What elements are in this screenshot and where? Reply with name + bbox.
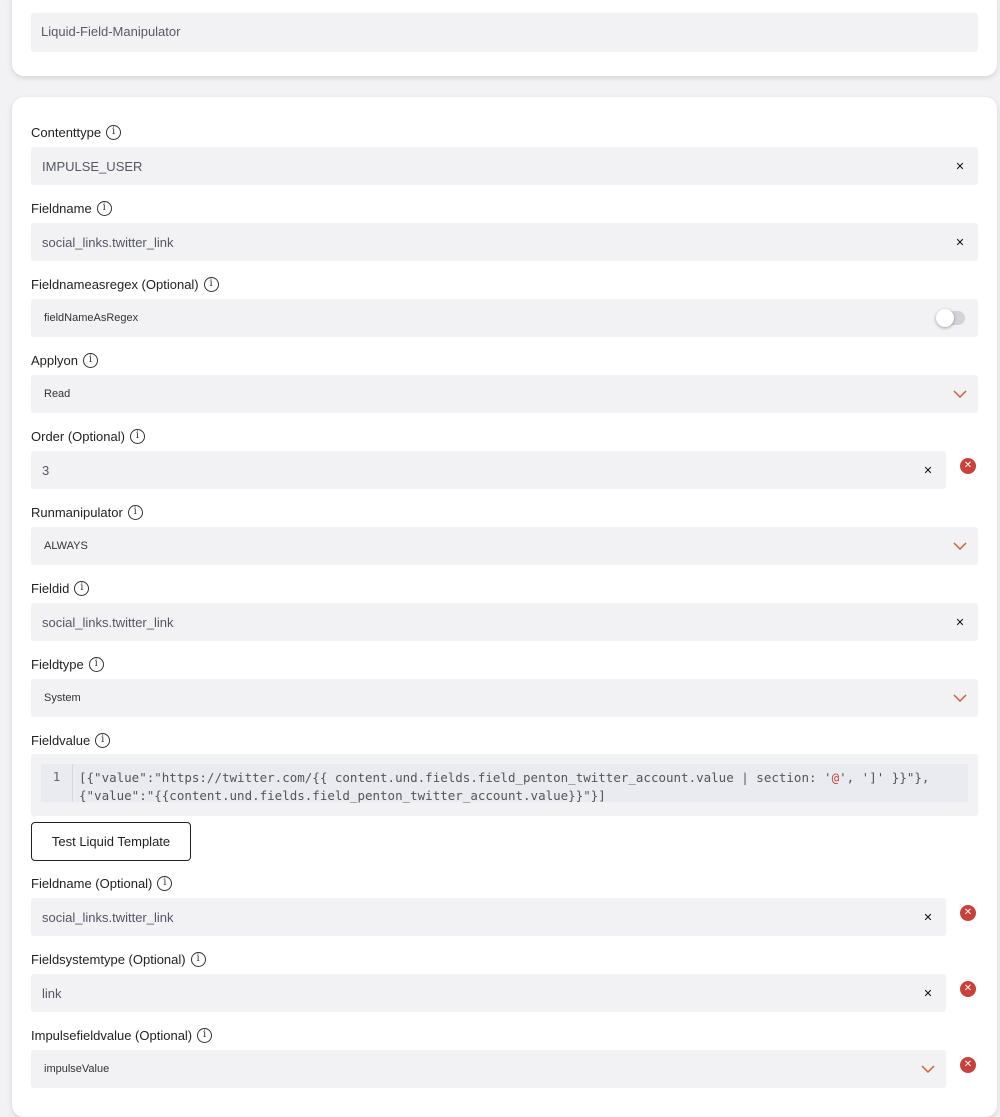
applyon-label (31, 350, 98, 370)
impulsefieldvalue-select[interactable] (31, 1050, 946, 1088)
remove-impulsefieldvalue-button[interactable]: ✕ (960, 1057, 976, 1073)
fieldnameasregex-row (31, 299, 978, 337)
fieldsystemtype-label-text: Fieldsystemtype (Optional) (31, 951, 186, 967)
info-icon[interactable]: i (130, 429, 145, 444)
line-number: 1 (41, 764, 73, 802)
code-text[interactable] (73, 764, 929, 802)
info-icon[interactable]: i (197, 1028, 212, 1043)
chevron-down-icon[interactable] (921, 1062, 935, 1076)
fieldtype-value: System (44, 692, 81, 704)
impulsefieldvalue-label-text: Impulsefieldvalue (Optional) (31, 1027, 193, 1043)
fieldnameasregex-label-text: Fieldnameasregex (Optional) (31, 276, 199, 292)
runmanipulator-label-text: Runmanipulator (31, 504, 123, 520)
clear-icon[interactable]: ✕ (955, 236, 965, 249)
fieldid-input[interactable] (31, 603, 978, 641)
fieldsystemtype-label (31, 949, 206, 969)
contenttype-label (31, 122, 121, 142)
chevron-down-icon[interactable] (953, 539, 967, 553)
fieldname-optional-value: social_links.twitter_link (42, 909, 174, 925)
fieldid-label-text: Fieldid (31, 580, 70, 596)
fieldvalue-label-text: Fieldvalue (31, 732, 91, 748)
clear-icon[interactable]: ✕ (955, 160, 965, 173)
fieldname-input[interactable] (31, 223, 978, 261)
test-liquid-template-button[interactable]: Test Liquid Template (31, 822, 191, 861)
impulsefieldvalue-value: impulseValue (44, 1063, 110, 1075)
order-input[interactable] (31, 451, 946, 489)
manipulator-name-card (12, 0, 997, 76)
clear-icon[interactable]: ✕ (923, 987, 933, 1000)
fieldvalue-label (31, 730, 110, 750)
runmanipulator-label (31, 502, 143, 522)
fieldvalue-code-editor[interactable] (31, 754, 978, 816)
info-icon[interactable]: i (89, 657, 104, 672)
code-segment: {"value":"{{content.und.fields.field_penton_twitter_account.value}}"}] (79, 788, 606, 803)
fieldname-label (31, 198, 112, 218)
applyon-label-text: Applyon (31, 352, 78, 368)
remove-fieldsystemtype-button[interactable]: ✕ (960, 981, 976, 997)
fieldtype-label-text: Fieldtype (31, 656, 84, 672)
info-icon[interactable]: i (83, 353, 98, 368)
info-icon[interactable]: i (191, 952, 206, 967)
code-segment-highlight: @ (831, 770, 840, 785)
fieldtype-label (31, 654, 104, 674)
fieldname-label-text: Fieldname (31, 200, 92, 216)
code-segment: ', ']' }}"}, (839, 770, 930, 785)
fieldname-value: social_links.twitter_link (42, 234, 174, 250)
runmanipulator-value: ALWAYS (44, 540, 88, 552)
code-line[interactable] (41, 764, 968, 802)
order-value: 3 (42, 462, 50, 478)
info-icon[interactable]: i (95, 733, 110, 748)
manipulator-config-card (12, 97, 997, 1117)
clear-icon[interactable]: ✕ (923, 464, 933, 477)
order-label-text: Order (Optional) (31, 428, 125, 444)
info-icon[interactable]: i (128, 505, 143, 520)
fieldnameasregex-label (31, 274, 219, 294)
fieldname-optional-label-text: Fieldname (Optional) (31, 875, 153, 891)
remove-order-button[interactable]: ✕ (960, 458, 976, 474)
contenttype-input[interactable] (31, 147, 978, 185)
fieldid-value: social_links.twitter_link (42, 614, 174, 630)
fieldnameasregex-toggle[interactable] (937, 311, 965, 325)
runmanipulator-select[interactable] (31, 527, 978, 565)
chevron-down-icon[interactable] (953, 387, 967, 401)
contenttype-value: IMPULSE_USER (42, 158, 143, 174)
impulsefieldvalue-label (31, 1025, 212, 1045)
fieldtype-select[interactable] (31, 679, 978, 717)
toggle-knob (936, 309, 954, 327)
applyon-value: Read (44, 388, 71, 400)
fieldsystemtype-input[interactable] (31, 974, 946, 1012)
manipulator-name-input[interactable]: Liquid-Field-Manipulator (31, 13, 978, 52)
fieldid-label (31, 578, 89, 598)
fieldnameasregex-text: fieldNameAsRegex (44, 312, 139, 324)
remove-fieldname-button[interactable]: ✕ (960, 905, 976, 921)
order-label (31, 426, 145, 446)
info-icon[interactable]: i (97, 201, 112, 216)
info-icon[interactable]: i (204, 277, 219, 292)
info-icon[interactable]: i (106, 125, 121, 140)
clear-icon[interactable]: ✕ (955, 616, 965, 629)
chevron-down-icon[interactable] (953, 691, 967, 705)
info-icon[interactable]: i (157, 876, 172, 891)
code-segment: [{"value":"https://twitter.com/{{ content.und.fields.field_penton_twitter_account.value | section: ' (79, 770, 832, 785)
info-icon[interactable]: i (74, 581, 89, 596)
fieldname-optional-label (31, 873, 172, 893)
clear-icon[interactable]: ✕ (923, 911, 933, 924)
applyon-select[interactable] (31, 375, 978, 413)
contenttype-label-text: Contenttype (31, 124, 102, 140)
fieldname-optional-input[interactable] (31, 898, 946, 936)
fieldsystemtype-value: link (42, 985, 62, 1001)
